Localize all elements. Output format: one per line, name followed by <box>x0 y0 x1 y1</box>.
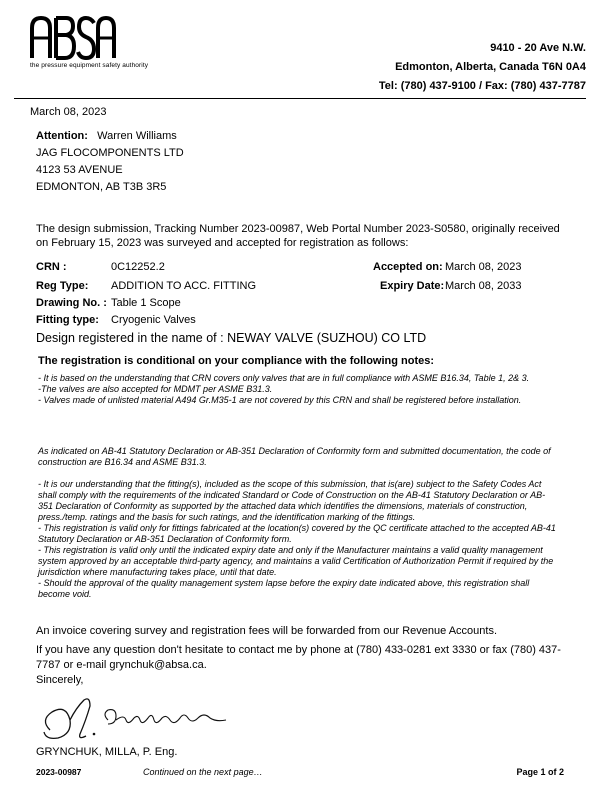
note-item: -The valves are also accepted for MDMT per ASME B31.3. <box>38 384 273 394</box>
note-item: - Should the approval of the quality management system lapse before the expiry date indicated above, this registration shall become void. <box>38 578 530 599</box>
address-line-2: Edmonton, Alberta, Canada T6N 0A4 <box>395 61 586 73</box>
address-line-1: 9410 - 20 Ave N.W. <box>490 42 586 54</box>
drawing-value: Table 1 Scope <box>111 297 181 309</box>
attention-name: Warren Williams <box>97 130 177 142</box>
reg-type-label: Reg Type: <box>36 280 89 292</box>
notes-heading: The registration is conditional on your compliance with the following notes: <box>38 355 435 367</box>
invoice-note: An invoice covering survey and registration fees will be forwarded from our Revenue Accounts. <box>36 625 498 637</box>
recipient-city: EDMONTON, AB T3B 3R5 <box>36 181 167 193</box>
note-item: - It is based on the understanding that CRN covers only valves that are in full compliance with ASME B16.34, Table 1, 2& 3. <box>38 373 530 383</box>
recipient-block <box>36 128 184 196</box>
fitting-value: Cryogenic Valves <box>111 314 196 326</box>
closing-salutation: Sincerely, <box>36 674 84 686</box>
note-item: - It is our understanding that the fitting(s), included as the scope of this submission, that is(are) subject to the Safety Codes Act shall comply with the requirements of the indicated Standard or Code of Construction on the AB-41 Statutory Declaration or AB-351 Declaration of Conformity as supported by the attached data which identifies the dimensions, materials of construction, press./temp. ratings and the basis for such ratings, and the identification marking of the fittings. <box>38 479 546 522</box>
notes-block-1 <box>38 373 558 406</box>
crn-label: CRN : <box>36 261 67 273</box>
recipient-company: JAG FLOCOMPONENTS LTD <box>36 147 184 159</box>
attention-label: Attention: <box>36 130 88 142</box>
designed-for: Design registered in the name of : NEWAY VALVE (SUZHOU) CO LTD <box>36 331 427 345</box>
accepted-value: March 08, 2023 <box>445 261 522 273</box>
crn-value: 0C12252.2 <box>111 261 165 273</box>
footer-continued: Continued on the next page… <box>143 767 263 777</box>
fitting-label: Fitting type: <box>36 314 99 326</box>
contact-paragraph: If you have any question don't hesitate to contact me by phone at (780) 433-0281 ext 3330 or fax (780) 437-7787 or e-mail grynchuk@absa.ca. <box>36 644 561 671</box>
return-address <box>379 39 586 96</box>
note-item: - This registration is valid only for fittings fabricated at the location(s) covered by the QC certificate attached to the accepted AB-41 Statutory Declaration or AB-351 Declaration of Conformity form. <box>38 523 556 544</box>
note-item: As indicated on AB-41 Statutory Declaration or AB-351 Declaration of Conformity form and submitted documentation, the code of construction are B16.34 and ASME B31.3. <box>38 446 551 467</box>
footer-page-number: Page 1 of 2 <box>516 767 564 777</box>
phone-fax-line: Tel: (780) 437-9100 / Fax: (780) 437-7787 <box>378 80 586 92</box>
notes-block-3 <box>38 479 558 600</box>
note-item: - This registration is valid only until the indicated expiry date and only if the Manufacturer maintains a valid quality management system approved by an acceptable third-party agency, and maintains a valid Certification of Authorization Permit if required by the jurisdiction where manufacturing takes place, until that date. <box>38 545 554 577</box>
expiry-label: Expiry Date: <box>380 280 445 292</box>
handwritten-signature <box>36 690 256 746</box>
recipient-street: 4123 53 AVENUE <box>36 164 123 176</box>
absa-logo <box>30 14 170 69</box>
note-item: - Valves made of unlisted material A494 Gr.M35-1 are not covered by this CRN and shall be registered before installation. <box>38 395 522 405</box>
expiry-value: March 08, 2033 <box>445 280 522 292</box>
footer-tracking-number: 2023-00987 <box>36 767 82 777</box>
signature <box>36 690 256 751</box>
logo-tagline: the pressure equipment safety authority <box>30 62 149 69</box>
absa-logo-mark <box>30 14 116 60</box>
intro-paragraph: The design submission, Tracking Number 2023-00987, Web Portal Number 2023-S0580, originally received on February 15, 2023 was surveyed and accepted for registration as follows: <box>36 223 560 249</box>
notes-block-2 <box>38 446 558 468</box>
header-divider <box>14 98 586 99</box>
drawing-label: Drawing No. : <box>36 297 107 309</box>
letter-date: March 08, 2023 <box>30 106 107 118</box>
accepted-label: Accepted on: <box>373 261 443 273</box>
reg-type-value: ADDITION TO ACC. FITTING <box>111 280 257 292</box>
signer-name: GRYNCHUK, MILLA, P. Eng. <box>36 746 178 758</box>
